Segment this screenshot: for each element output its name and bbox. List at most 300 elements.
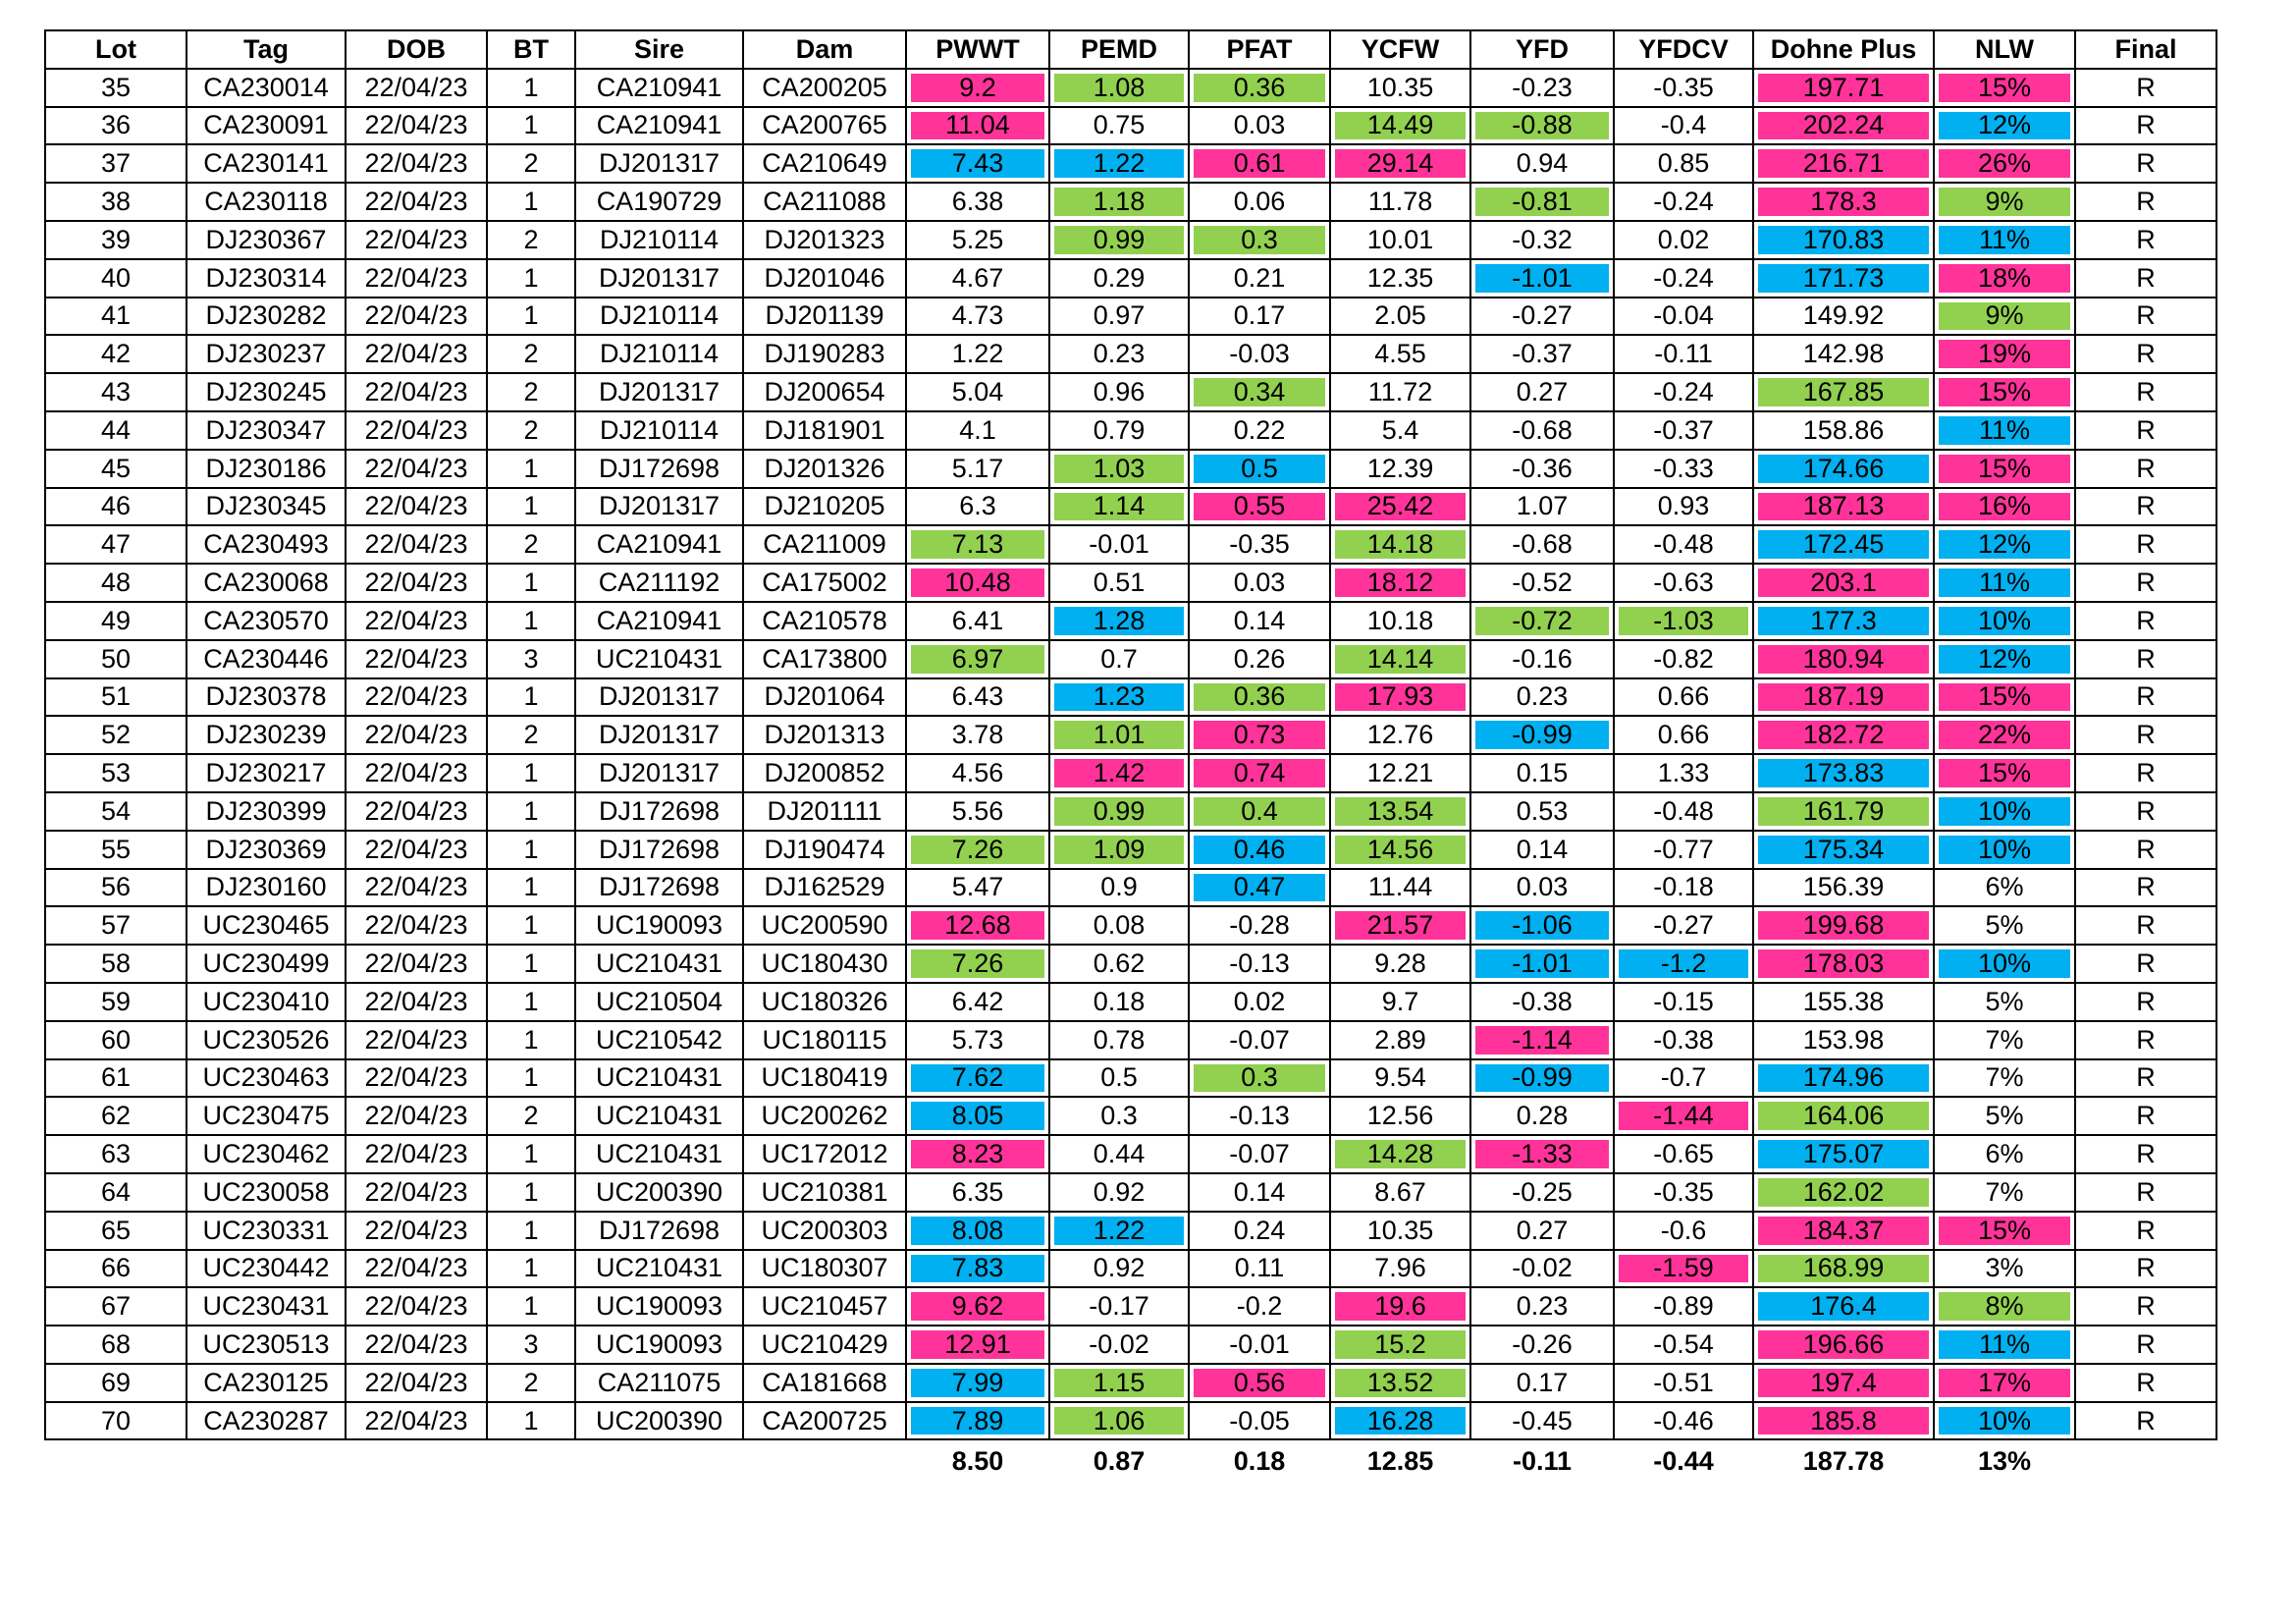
table-row	[45, 107, 2216, 145]
ram-sale-table	[44, 29, 2216, 1483]
col-header-bt: BT	[487, 30, 575, 69]
cell-bt: 3	[487, 640, 575, 678]
cell-pemd: 0.75	[1049, 107, 1189, 145]
cell-bt: 2	[487, 144, 575, 183]
cell-nlw: 3%	[1934, 1250, 2075, 1288]
cell-dam: UC200590	[743, 906, 906, 945]
cell-sire: UC210431	[575, 1135, 743, 1173]
table-row	[45, 792, 2216, 831]
cell-dob: 22/04/23	[346, 1250, 487, 1288]
cell-lot: 59	[45, 983, 187, 1021]
cell-bt: 1	[487, 602, 575, 640]
cell-yfdcv: -1.59	[1614, 1250, 1753, 1288]
cell-yfd: -0.32	[1470, 221, 1614, 259]
cell-dam: UC180326	[743, 983, 906, 1021]
cell-nlw: 15%	[1934, 69, 2075, 107]
table-body	[45, 69, 2216, 1440]
cell-ycfw: 25.42	[1330, 488, 1470, 526]
cell-dob: 22/04/23	[346, 1135, 487, 1173]
cell-yfd: -0.27	[1470, 298, 1614, 336]
cell-bt: 1	[487, 754, 575, 792]
cell-dob: 22/04/23	[346, 945, 487, 983]
avg-blank	[45, 1439, 187, 1483]
avg-blank	[2075, 1439, 2216, 1483]
cell-sire: UC210431	[575, 640, 743, 678]
cell-sire: DJ201317	[575, 259, 743, 298]
cell-dam: DJ201064	[743, 678, 906, 717]
table-row	[45, 1364, 2216, 1402]
cell-ycfw: 10.35	[1330, 69, 1470, 107]
cell-tag: DJ230217	[187, 754, 346, 792]
cell-yfd: -1.33	[1470, 1135, 1614, 1173]
cell-yfdcv: -0.15	[1614, 983, 1753, 1021]
cell-yfdcv: -0.51	[1614, 1364, 1753, 1402]
cell-nlw: 10%	[1934, 1402, 2075, 1440]
cell-nlw: 11%	[1934, 411, 2075, 450]
cell-dam: CA210578	[743, 602, 906, 640]
cell-dob: 22/04/23	[346, 1287, 487, 1326]
cell-nlw: 15%	[1934, 1212, 2075, 1250]
cell-dob: 22/04/23	[346, 678, 487, 717]
table-row	[45, 831, 2216, 869]
cell-sire: DJ210114	[575, 298, 743, 336]
cell-sire: CA210941	[575, 525, 743, 564]
cell-tag: DJ230239	[187, 716, 346, 754]
cell-dohne-plus: 174.96	[1753, 1059, 1934, 1098]
cell-dam: UC180430	[743, 945, 906, 983]
cell-final: R	[2075, 450, 2216, 488]
cell-pwwt: 5.56	[906, 792, 1049, 831]
cell-dam: CA200765	[743, 107, 906, 145]
cell-bt: 1	[487, 450, 575, 488]
cell-dam: UC180307	[743, 1250, 906, 1288]
col-header-yfd: YFD	[1470, 30, 1614, 69]
cell-dob: 22/04/23	[346, 488, 487, 526]
cell-tag: UC230442	[187, 1250, 346, 1288]
cell-final: R	[2075, 1364, 2216, 1402]
cell-tag: UC230463	[187, 1059, 346, 1098]
table-row	[45, 869, 2216, 907]
cell-yfdcv: -0.82	[1614, 640, 1753, 678]
cell-dohne-plus: 196.66	[1753, 1326, 1934, 1364]
cell-final: R	[2075, 298, 2216, 336]
cell-lot: 35	[45, 69, 187, 107]
cell-dam: CA211009	[743, 525, 906, 564]
cell-ycfw: 14.14	[1330, 640, 1470, 678]
cell-sire: UC190093	[575, 1326, 743, 1364]
cell-yfdcv: -0.89	[1614, 1287, 1753, 1326]
cell-pfat: 0.26	[1189, 640, 1330, 678]
cell-dam: UC200303	[743, 1212, 906, 1250]
cell-dam: DJ181901	[743, 411, 906, 450]
cell-bt: 2	[487, 716, 575, 754]
cell-dob: 22/04/23	[346, 831, 487, 869]
cell-pfat: 0.22	[1189, 411, 1330, 450]
cell-pemd: 0.5	[1049, 1059, 1189, 1098]
cell-nlw: 8%	[1934, 1287, 2075, 1326]
cell-pemd: -0.17	[1049, 1287, 1189, 1326]
cell-yfdcv: -0.18	[1614, 869, 1753, 907]
cell-pfat: -0.35	[1189, 525, 1330, 564]
cell-dob: 22/04/23	[346, 1212, 487, 1250]
cell-tag: DJ230237	[187, 335, 346, 373]
cell-pemd: 0.7	[1049, 640, 1189, 678]
avg-dohne-plus: 187.78	[1802, 1446, 1885, 1477]
avg-pwwt: 8.50	[951, 1446, 1004, 1477]
cell-final: R	[2075, 792, 2216, 831]
cell-yfd: -1.01	[1470, 945, 1614, 983]
cell-bt: 3	[487, 1326, 575, 1364]
cell-pemd: -0.02	[1049, 1326, 1189, 1364]
cell-dam: UC210381	[743, 1173, 906, 1212]
cell-pfat: 0.47	[1189, 869, 1330, 907]
cell-nlw: 9%	[1934, 183, 2075, 221]
table-row	[45, 1135, 2216, 1173]
avg-pfat: 0.18	[1233, 1446, 1286, 1477]
col-header-dob: DOB	[346, 30, 487, 69]
cell-dohne-plus: 153.98	[1753, 1021, 1934, 1059]
cell-pemd: 0.99	[1049, 792, 1189, 831]
cell-pwwt: 6.97	[906, 640, 1049, 678]
cell-bt: 2	[487, 525, 575, 564]
cell-dohne-plus: 187.13	[1753, 488, 1934, 526]
cell-sire: UC210431	[575, 1250, 743, 1288]
cell-dohne-plus: 161.79	[1753, 792, 1934, 831]
cell-yfd: -0.99	[1470, 716, 1614, 754]
cell-sire: DJ201317	[575, 716, 743, 754]
cell-sire: UC190093	[575, 906, 743, 945]
cell-pwwt: 10.48	[906, 564, 1049, 602]
cell-dob: 22/04/23	[346, 525, 487, 564]
cell-dohne-plus: 167.85	[1753, 373, 1934, 411]
cell-sire: DJ201317	[575, 754, 743, 792]
cell-final: R	[2075, 831, 2216, 869]
cell-yfdcv: -0.46	[1614, 1402, 1753, 1440]
cell-pwwt: 6.3	[906, 488, 1049, 526]
cell-ycfw: 12.39	[1330, 450, 1470, 488]
cell-yfd: -0.23	[1470, 69, 1614, 107]
cell-bt: 1	[487, 1212, 575, 1250]
cell-yfdcv: -0.27	[1614, 906, 1753, 945]
cell-sire: DJ201317	[575, 488, 743, 526]
cell-nlw: 19%	[1934, 335, 2075, 373]
cell-ycfw: 5.4	[1330, 411, 1470, 450]
cell-dam: DJ201323	[743, 221, 906, 259]
cell-pemd: 0.44	[1049, 1135, 1189, 1173]
cell-yfdcv: -0.4	[1614, 107, 1753, 145]
cell-pemd: 0.92	[1049, 1250, 1189, 1288]
table-row	[45, 525, 2216, 564]
cell-yfd: -0.36	[1470, 450, 1614, 488]
cell-dohne-plus: 171.73	[1753, 259, 1934, 298]
cell-nlw: 16%	[1934, 488, 2075, 526]
cell-bt: 1	[487, 259, 575, 298]
cell-pfat: -0.03	[1189, 335, 1330, 373]
cell-bt: 1	[487, 1059, 575, 1098]
cell-yfd: -0.68	[1470, 411, 1614, 450]
cell-tag: DJ230367	[187, 221, 346, 259]
cell-lot: 56	[45, 869, 187, 907]
cell-yfd: -0.68	[1470, 525, 1614, 564]
table-row	[45, 564, 2216, 602]
cell-ycfw: 9.7	[1330, 983, 1470, 1021]
cell-pemd: 0.08	[1049, 906, 1189, 945]
cell-dob: 22/04/23	[346, 144, 487, 183]
cell-ycfw: 16.28	[1330, 1402, 1470, 1440]
cell-dam: DJ201139	[743, 298, 906, 336]
cell-dob: 22/04/23	[346, 906, 487, 945]
cell-ycfw: 7.96	[1330, 1250, 1470, 1288]
cell-yfd: -0.25	[1470, 1173, 1614, 1212]
cell-tag: UC230465	[187, 906, 346, 945]
cell-final: R	[2075, 716, 2216, 754]
cell-yfd: 0.23	[1470, 678, 1614, 717]
cell-lot: 39	[45, 221, 187, 259]
cell-final: R	[2075, 983, 2216, 1021]
cell-pwwt: 7.26	[906, 831, 1049, 869]
cell-dob: 22/04/23	[346, 1097, 487, 1135]
avg-yfd: -0.11	[1512, 1446, 1573, 1477]
cell-pwwt: 8.05	[906, 1097, 1049, 1135]
cell-tag: CA230014	[187, 69, 346, 107]
cell-ycfw: 10.18	[1330, 602, 1470, 640]
cell-dohne-plus: 175.07	[1753, 1135, 1934, 1173]
cell-sire: CA190729	[575, 183, 743, 221]
cell-dohne-plus: 176.4	[1753, 1287, 1934, 1326]
cell-tag: UC230431	[187, 1287, 346, 1326]
col-header-nlw: NLW	[1934, 30, 2075, 69]
cell-pfat: -0.07	[1189, 1021, 1330, 1059]
col-header-dohne-plus: Dohne Plus	[1753, 30, 1934, 69]
cell-bt: 1	[487, 69, 575, 107]
cell-yfdcv: -0.37	[1614, 411, 1753, 450]
cell-dob: 22/04/23	[346, 716, 487, 754]
cell-nlw: 6%	[1934, 869, 2075, 907]
cell-yfdcv: -1.44	[1614, 1097, 1753, 1135]
cell-pfat: -0.05	[1189, 1402, 1330, 1440]
cell-ycfw: 2.05	[1330, 298, 1470, 336]
cell-pwwt: 5.25	[906, 221, 1049, 259]
cell-yfd: -0.26	[1470, 1326, 1614, 1364]
cell-ycfw: 13.54	[1330, 792, 1470, 831]
cell-lot: 51	[45, 678, 187, 717]
cell-pemd: 1.09	[1049, 831, 1189, 869]
table-row	[45, 335, 2216, 373]
cell-dohne-plus: 170.83	[1753, 221, 1934, 259]
cell-dob: 22/04/23	[346, 69, 487, 107]
cell-yfdcv: -0.04	[1614, 298, 1753, 336]
cell-ycfw: 12.21	[1330, 754, 1470, 792]
cell-yfd: 0.53	[1470, 792, 1614, 831]
cell-lot: 53	[45, 754, 187, 792]
cell-pemd: 0.99	[1049, 221, 1189, 259]
cell-final: R	[2075, 1326, 2216, 1364]
cell-dam: DJ200654	[743, 373, 906, 411]
cell-bt: 1	[487, 792, 575, 831]
cell-bt: 1	[487, 906, 575, 945]
cell-dohne-plus: 162.02	[1753, 1173, 1934, 1212]
cell-pfat: 0.14	[1189, 602, 1330, 640]
table-row	[45, 1287, 2216, 1326]
cell-lot: 48	[45, 564, 187, 602]
cell-pwwt: 6.42	[906, 983, 1049, 1021]
cell-pemd: 1.18	[1049, 183, 1189, 221]
cell-yfd: 0.15	[1470, 754, 1614, 792]
cell-dam: UC180115	[743, 1021, 906, 1059]
cell-yfd: -1.01	[1470, 259, 1614, 298]
cell-sire: DJ201317	[575, 144, 743, 183]
cell-dam: DJ190283	[743, 335, 906, 373]
cell-pwwt: 8.08	[906, 1212, 1049, 1250]
cell-pemd: 1.23	[1049, 678, 1189, 717]
col-header-sire: Sire	[575, 30, 743, 69]
cell-yfdcv: -0.7	[1614, 1059, 1753, 1098]
cell-yfdcv: -0.35	[1614, 1173, 1753, 1212]
cell-lot: 61	[45, 1059, 187, 1098]
cell-nlw: 18%	[1934, 259, 2075, 298]
cell-nlw: 7%	[1934, 1173, 2075, 1212]
cell-yfd: -0.37	[1470, 335, 1614, 373]
cell-pwwt: 4.56	[906, 754, 1049, 792]
cell-dob: 22/04/23	[346, 259, 487, 298]
cell-pwwt: 11.04	[906, 107, 1049, 145]
avg-blank	[743, 1439, 906, 1483]
cell-pemd: 0.18	[1049, 983, 1189, 1021]
cell-ycfw: 19.6	[1330, 1287, 1470, 1326]
cell-ycfw: 9.54	[1330, 1059, 1470, 1098]
cell-pfat: -0.07	[1189, 1135, 1330, 1173]
cell-ycfw: 12.35	[1330, 259, 1470, 298]
cell-sire: DJ210114	[575, 335, 743, 373]
cell-nlw: 6%	[1934, 1135, 2075, 1173]
cell-bt: 1	[487, 1287, 575, 1326]
cell-tag: DJ230186	[187, 450, 346, 488]
cell-nlw: 7%	[1934, 1021, 2075, 1059]
cell-dohne-plus: 177.3	[1753, 602, 1934, 640]
cell-pemd: 1.22	[1049, 1212, 1189, 1250]
avg-yfdcv: -0.44	[1653, 1446, 1714, 1477]
cell-pwwt: 7.89	[906, 1402, 1049, 1440]
cell-ycfw: 12.76	[1330, 716, 1470, 754]
cell-pwwt: 9.2	[906, 69, 1049, 107]
cell-nlw: 15%	[1934, 450, 2075, 488]
cell-dam: UC210429	[743, 1326, 906, 1364]
cell-ycfw: 9.28	[1330, 945, 1470, 983]
cell-nlw: 5%	[1934, 906, 2075, 945]
cell-sire: CA211192	[575, 564, 743, 602]
cell-final: R	[2075, 754, 2216, 792]
cell-yfd: 0.14	[1470, 831, 1614, 869]
cell-bt: 1	[487, 107, 575, 145]
cell-pwwt: 3.78	[906, 716, 1049, 754]
cell-dam: CA173800	[743, 640, 906, 678]
cell-dob: 22/04/23	[346, 1173, 487, 1212]
col-header-pemd: PEMD	[1049, 30, 1189, 69]
cell-sire: UC210431	[575, 1097, 743, 1135]
cell-yfd: 0.27	[1470, 373, 1614, 411]
cell-tag: CA230287	[187, 1402, 346, 1440]
cell-bt: 1	[487, 945, 575, 983]
cell-final: R	[2075, 602, 2216, 640]
cell-dob: 22/04/23	[346, 602, 487, 640]
cell-dohne-plus: 149.92	[1753, 298, 1934, 336]
cell-pemd: 0.79	[1049, 411, 1189, 450]
cell-dohne-plus: 174.66	[1753, 450, 1934, 488]
cell-nlw: 11%	[1934, 564, 2075, 602]
cell-dam: UC210457	[743, 1287, 906, 1326]
cell-lot: 66	[45, 1250, 187, 1288]
avg-blank	[487, 1439, 575, 1483]
cell-yfd: -0.88	[1470, 107, 1614, 145]
cell-nlw: 12%	[1934, 107, 2075, 145]
cell-lot: 58	[45, 945, 187, 983]
cell-bt: 1	[487, 869, 575, 907]
cell-tag: CA230446	[187, 640, 346, 678]
cell-yfd: 0.28	[1470, 1097, 1614, 1135]
cell-bt: 1	[487, 488, 575, 526]
cell-dob: 22/04/23	[346, 1059, 487, 1098]
table-row	[45, 1212, 2216, 1250]
table-row	[45, 602, 2216, 640]
cell-yfdcv: 0.02	[1614, 221, 1753, 259]
cell-tag: CA230493	[187, 525, 346, 564]
cell-lot: 43	[45, 373, 187, 411]
cell-pwwt: 7.83	[906, 1250, 1049, 1288]
avg-ycfw: 12.85	[1366, 1446, 1434, 1477]
cell-nlw: 7%	[1934, 1059, 2075, 1098]
cell-dob: 22/04/23	[346, 754, 487, 792]
cell-pfat: 0.56	[1189, 1364, 1330, 1402]
cell-sire: UC210504	[575, 983, 743, 1021]
cell-sire: UC210431	[575, 945, 743, 983]
cell-yfd: -0.02	[1470, 1250, 1614, 1288]
cell-dohne-plus: 178.03	[1753, 945, 1934, 983]
cell-pemd: 1.15	[1049, 1364, 1189, 1402]
cell-lot: 41	[45, 298, 187, 336]
cell-bt: 2	[487, 1364, 575, 1402]
cell-lot: 70	[45, 1402, 187, 1440]
cell-pfat: -0.13	[1189, 1097, 1330, 1135]
cell-yfd: -0.99	[1470, 1059, 1614, 1098]
cell-yfdcv: -0.63	[1614, 564, 1753, 602]
col-header-pfat: PFAT	[1189, 30, 1330, 69]
table-row	[45, 983, 2216, 1021]
cell-dob: 22/04/23	[346, 373, 487, 411]
cell-nlw: 22%	[1934, 716, 2075, 754]
cell-dohne-plus: 155.38	[1753, 983, 1934, 1021]
cell-ycfw: 29.14	[1330, 144, 1470, 183]
cell-sire: DJ210114	[575, 411, 743, 450]
cell-dohne-plus: 184.37	[1753, 1212, 1934, 1250]
cell-lot: 46	[45, 488, 187, 526]
cell-dob: 22/04/23	[346, 411, 487, 450]
cell-pfat: 0.73	[1189, 716, 1330, 754]
table-row	[45, 945, 2216, 983]
cell-bt: 2	[487, 1097, 575, 1135]
cell-bt: 1	[487, 1250, 575, 1288]
cell-nlw: 10%	[1934, 831, 2075, 869]
cell-dob: 22/04/23	[346, 298, 487, 336]
cell-pwwt: 6.43	[906, 678, 1049, 717]
cell-ycfw: 14.49	[1330, 107, 1470, 145]
cell-dohne-plus: 203.1	[1753, 564, 1934, 602]
cell-yfd: -0.38	[1470, 983, 1614, 1021]
cell-dob: 22/04/23	[346, 107, 487, 145]
cell-pemd: 0.29	[1049, 259, 1189, 298]
cell-pfat: 0.3	[1189, 1059, 1330, 1098]
cell-pwwt: 5.47	[906, 869, 1049, 907]
cell-final: R	[2075, 69, 2216, 107]
